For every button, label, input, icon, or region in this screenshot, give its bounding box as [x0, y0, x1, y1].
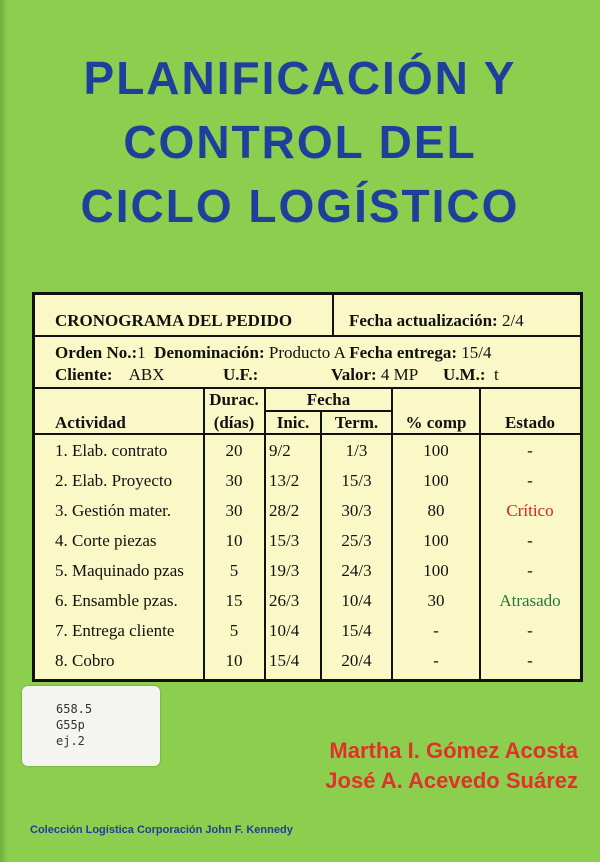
row-4-term: 25/3	[341, 531, 372, 550]
row-4-actividad: 4. Corte piezas	[55, 531, 157, 550]
row-1-term: 1/3	[345, 441, 368, 460]
row-2-term: 15/3	[341, 471, 372, 490]
row-4-comp: 100	[423, 531, 449, 550]
title-line-3: CICLO LOGÍSTICO	[80, 180, 520, 232]
cronograma-table	[32, 292, 583, 682]
row-7-estado: -	[527, 621, 533, 640]
fecha-actualizacion	[349, 311, 524, 331]
title-line-2: CONTROL DEL	[123, 116, 477, 168]
library-call-number-sticker	[22, 686, 160, 766]
um-value: t	[493, 365, 499, 384]
row-7-durac: 5	[229, 621, 239, 640]
fecha-actualizacion-value: 2/4	[501, 311, 524, 330]
row-6-inic: 26/3	[269, 591, 300, 610]
fecha-entrega-value: 15/4	[461, 343, 492, 362]
fecha-subrule	[264, 410, 392, 412]
col-fecha: Fecha	[306, 390, 351, 409]
cliente-line	[55, 365, 165, 385]
row-6-estado: Atrasado	[499, 591, 561, 610]
author-2: José A. Acevedo Suárez	[325, 768, 578, 793]
row-5-actividad: 5. Maquinado pzas	[55, 561, 184, 580]
row-1-inic: 9/2	[269, 441, 291, 460]
row-6-actividad: 6. Ensamble pzas.	[55, 591, 178, 610]
collection-name: Colección Logística Corporación John F. Kennedy	[30, 824, 293, 836]
row-6-durac: 15	[225, 591, 243, 610]
header-divider	[332, 295, 334, 335]
col-inic: Inic.	[276, 413, 310, 432]
row-1-comp: 100	[423, 441, 449, 460]
denominacion-value: Producto A	[268, 343, 345, 362]
call-number-line-1: 658.5	[56, 702, 93, 716]
um-field	[443, 365, 499, 385]
row-1-estado: -	[527, 441, 533, 460]
orden-line	[55, 343, 492, 363]
col-header-rule	[35, 433, 580, 435]
cliente-value: ABX	[128, 365, 165, 384]
title-line-1: PLANIFICACIÓN Y	[83, 52, 517, 104]
row-1-actividad: 1. Elab. contrato	[55, 441, 168, 460]
row-2-inic: 13/2	[269, 471, 300, 490]
fecha-actualizacion-label: Fecha actualización:	[349, 311, 498, 330]
info-bottom-rule	[35, 387, 580, 389]
row-5-estado: -	[527, 561, 533, 580]
row-2-actividad: 2. Elab. Proyecto	[55, 471, 173, 490]
row-4-estado: -	[527, 531, 533, 550]
row-2-estado: -	[527, 471, 533, 490]
call-number-line-3: ej.2	[56, 734, 85, 748]
col-estado: Estado	[504, 413, 556, 432]
row-7-term: 15/4	[341, 621, 372, 640]
row-7-comp: -	[433, 621, 439, 640]
table-header-row	[35, 295, 580, 337]
row-4-durac: 10	[225, 531, 243, 550]
row-3-actividad: 3. Gestión mater.	[55, 501, 172, 520]
col-actividad: Actividad	[55, 413, 126, 432]
row-3-durac: 30	[225, 501, 243, 520]
row-3-inic: 28/2	[269, 501, 300, 520]
row-2-durac: 30	[225, 471, 243, 490]
fecha-entrega-label: Fecha entrega:	[349, 343, 458, 362]
row-5-inic: 19/3	[269, 561, 300, 580]
row-5-term: 24/3	[341, 561, 372, 580]
uf-label: U.F.:	[223, 365, 259, 384]
col-durac-2: (días)	[213, 413, 255, 432]
call-number-line-2: G55p	[56, 718, 85, 732]
row-2-comp: 100	[423, 471, 449, 490]
row-8-inic: 15/4	[269, 651, 300, 670]
row-8-term: 20/4	[341, 651, 372, 670]
row-8-durac: 10	[225, 651, 243, 670]
row-7-actividad: 7. Entrega cliente	[55, 621, 175, 640]
row-6-term: 10/4	[341, 591, 372, 610]
row-5-durac: 5	[229, 561, 239, 580]
cronograma-label: CRONOGRAMA DEL PEDIDO	[55, 311, 293, 330]
col-comp: % comp	[405, 413, 467, 432]
author-1: Martha I. Gómez Acosta	[329, 738, 578, 763]
orden-label: Orden No.:	[55, 343, 138, 362]
row-8-comp: -	[433, 651, 439, 670]
cliente-label: Cliente:	[55, 365, 113, 384]
valor-value: 4 MP	[380, 365, 419, 384]
row-3-comp: 80	[427, 501, 445, 520]
orden-value: 1	[137, 343, 146, 362]
row-4-inic: 15/3	[269, 531, 300, 550]
row-8-actividad: 8. Cobro	[55, 651, 115, 670]
denominacion-label: Denominación:	[154, 343, 265, 362]
row-6-comp: 30	[427, 591, 445, 610]
row-5-comp: 100	[423, 561, 449, 580]
row-3-estado: Crítico	[506, 501, 554, 520]
valor-label: Valor:	[331, 365, 377, 384]
row-1-durac: 20	[225, 441, 243, 460]
book-title	[0, 46, 600, 238]
row-8-estado: -	[527, 651, 533, 670]
uf-field	[223, 365, 258, 385]
row-7-inic: 10/4	[269, 621, 300, 640]
um-label: U.M.:	[443, 365, 486, 384]
valor-field	[331, 365, 418, 385]
row-3-term: 30/3	[341, 501, 372, 520]
col-term: Term.	[334, 413, 379, 432]
col-durac-1: Durac.	[209, 390, 259, 409]
